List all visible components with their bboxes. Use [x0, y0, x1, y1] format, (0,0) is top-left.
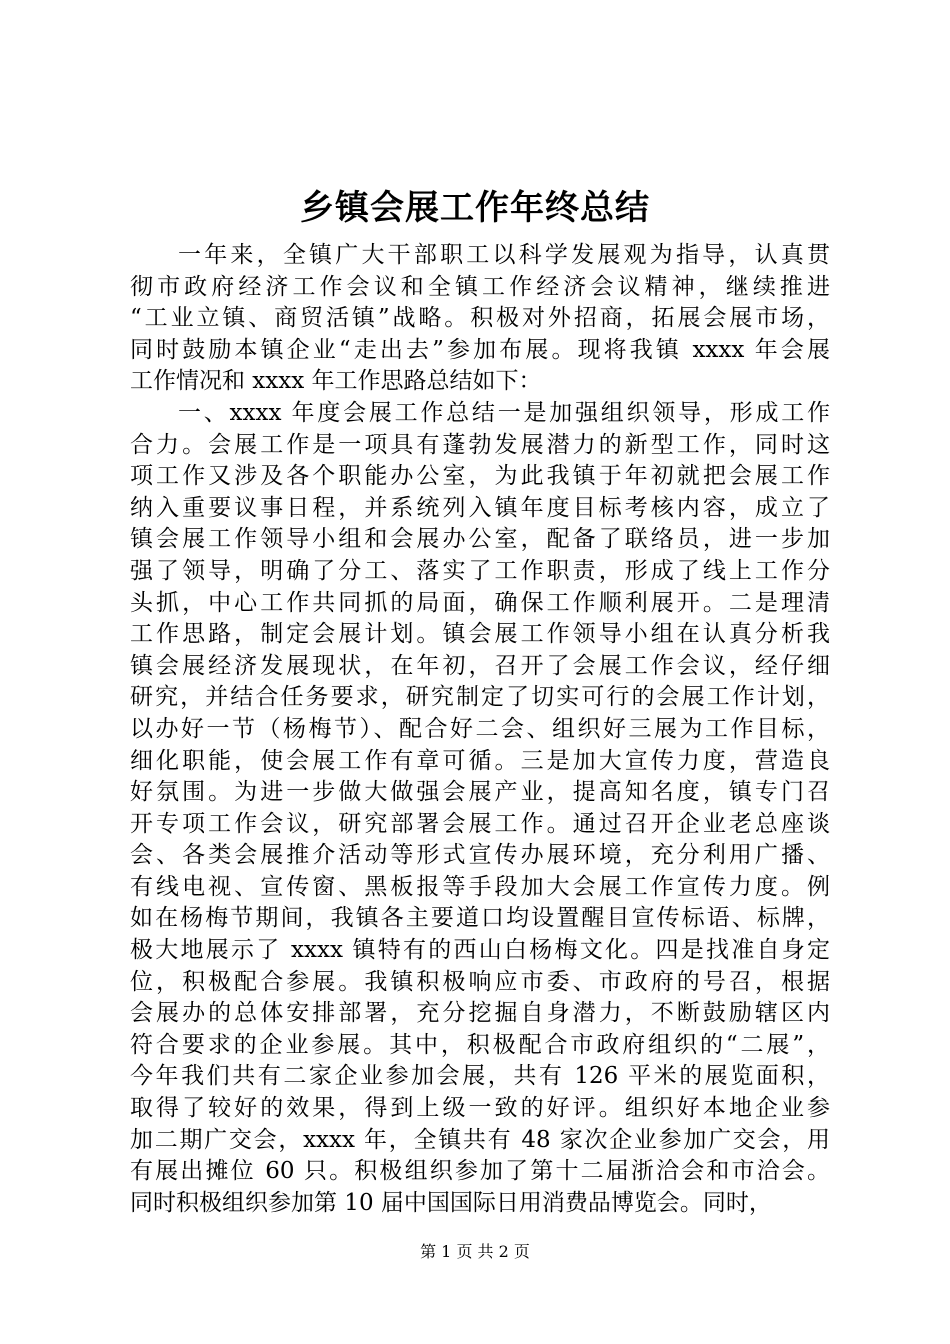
- body-line: 工作思路，制定会展计划。镇会展工作领导小组在认真分析我: [130, 621, 830, 648]
- body-line: 开专项工作会议，研究部署会展工作。通过召开企业老总座谈: [130, 810, 830, 837]
- document-body: [130, 240, 830, 1219]
- body-line: 好氛围。为进一步做大做强会展产业，提高知名度，镇专门召: [130, 779, 830, 806]
- body-line: 会展办的总体安排部署，充分挖掘自身潜力，不断鼓励辖区内: [130, 1000, 830, 1027]
- body-line: 会、各类会展推介活动等形式宣传办展环境，充分利用广播、: [130, 842, 830, 869]
- body-line: 今年我们共有二家企业参加会展，共有 126 平米的展览面积，: [130, 1063, 830, 1090]
- body-line: 工作情况和 xxxx 年工作思路总结如下：: [130, 368, 542, 395]
- body-line: 有线电视、宣传窗、黑板报等手段加大会展工作宣传力度。例: [130, 873, 830, 900]
- body-line: 一年来，全镇广大干部职工以科学发展观为指导，认真贯: [178, 242, 830, 268]
- body-line: 强了领导，明确了分工、落实了工作职责，形成了线上工作分: [130, 557, 830, 584]
- document-title: 乡镇会展工作年终总结: [300, 188, 650, 228]
- body-line: 同时鼓励本镇企业“走出去”参加布展。现将我镇 xxxx 年会展: [130, 336, 830, 363]
- body-line: 符合要求的企业参展。其中，积极配合市政府组织的“二展”，: [130, 1031, 830, 1058]
- body-line: 头抓，中心工作共同抓的局面，确保工作顺利展开。二是理清: [130, 589, 830, 616]
- body-line: “工业立镇、商贸活镇”战略。积极对外招商，拓展会展市场，: [130, 305, 830, 332]
- page-footer: 第 1 页 共 2 页: [420, 1242, 530, 1261]
- body-line: 合力。会展工作是一项具有蓬勃发展潜力的新型工作，同时这: [130, 431, 830, 458]
- body-line: 纳入重要议事日程，并系统列入镇年度目标考核内容，成立了: [130, 494, 830, 521]
- body-line: 细化职能，使会展工作有章可循。三是加大宣传力度，营造良: [130, 747, 830, 774]
- body-line: 如在杨梅节期间，我镇各主要道口均设置醒目宣传标语、标牌，: [130, 905, 830, 932]
- body-line: 研究，并结合任务要求，研究制定了切实可行的会展工作计划，: [130, 684, 830, 711]
- body-line: 以办好一节（杨梅节）、配合好二会、组织好三展为工作目标，: [130, 715, 830, 742]
- body-line: 镇会展工作领导小组和会展办公室，配备了联络员，进一步加: [130, 526, 830, 553]
- body-line: 加二期广交会，xxxx 年，全镇共有 48 家次企业参加广交会，用: [130, 1126, 830, 1153]
- body-line: 同时积极组织参加第 10 届中国国际日用消费品博览会。同时，: [130, 1189, 772, 1216]
- body-line: 项工作又涉及各个职能办公室，为此我镇于年初就把会展工作: [130, 463, 830, 490]
- body-line: 镇会展经济发展现状，在年初，召开了会展工作会议，经仔细: [130, 652, 830, 679]
- body-line: 位，积极配合参展。我镇积极响应市委、市政府的号召，根据: [130, 968, 830, 995]
- body-line: 有展出摊位 60 只。积极组织参加了第十二届浙洽会和市洽会。: [130, 1158, 830, 1185]
- body-line: 彻市政府经济工作会议和全镇工作经济会议精神，继续推进: [130, 273, 830, 300]
- body-line: 取得了较好的效果，得到上级一致的好评。组织好本地企业参: [130, 1095, 830, 1122]
- body-line: 极大地展示了 xxxx 镇特有的西山白杨梅文化。四是找准自身定: [130, 937, 830, 964]
- body-line: 一、xxxx 年度会展工作总结一是加强组织领导，形成工作: [178, 399, 830, 426]
